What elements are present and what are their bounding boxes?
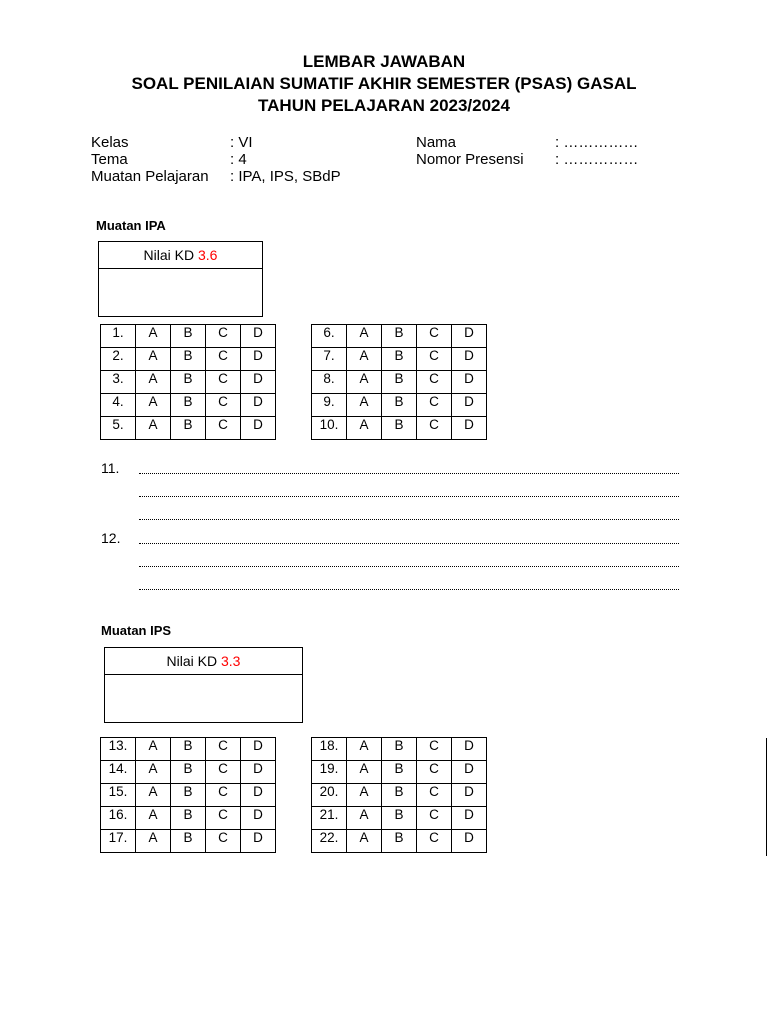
question-number: 19. <box>312 761 347 784</box>
answer-option-d[interactable]: D <box>241 807 276 830</box>
question-number: 16. <box>101 807 136 830</box>
answer-option-c[interactable]: C <box>206 325 241 348</box>
answer-option-c[interactable]: C <box>417 784 452 807</box>
answer-option-a[interactable]: A <box>347 830 382 853</box>
answer-option-a[interactable]: A <box>136 348 171 371</box>
answer-option-c[interactable]: C <box>417 807 452 830</box>
answer-row <box>312 394 487 417</box>
answer-option-b[interactable]: B <box>382 784 417 807</box>
answer-option-b[interactable]: B <box>171 784 206 807</box>
essay-number: 12. <box>101 530 121 546</box>
answer-option-a[interactable]: A <box>136 807 171 830</box>
question-number: 8. <box>312 371 347 394</box>
answer-line[interactable] <box>139 461 679 474</box>
answer-option-c[interactable]: C <box>206 738 241 761</box>
answer-option-c[interactable]: C <box>206 761 241 784</box>
answer-row <box>101 394 276 417</box>
title-line-1: LEMBAR JAWABAN <box>302 52 466 71</box>
answer-option-b[interactable]: B <box>171 761 206 784</box>
info-label-presensi: Nomor Presensi <box>416 151 524 168</box>
answer-row <box>312 738 487 761</box>
answer-option-d[interactable]: D <box>241 348 276 371</box>
kd-score-box-ips <box>104 647 303 723</box>
answer-option-b[interactable]: B <box>382 830 417 853</box>
answer-option-b[interactable]: B <box>171 348 206 371</box>
answer-option-b[interactable]: B <box>382 348 417 371</box>
question-number: 5. <box>101 417 136 440</box>
answer-option-a[interactable]: A <box>347 738 382 761</box>
essay-number: 11. <box>101 460 120 476</box>
answer-row <box>312 761 487 784</box>
question-number: 13. <box>101 738 136 761</box>
answer-option-b[interactable]: B <box>382 371 417 394</box>
question-number: 15. <box>101 784 136 807</box>
answer-line[interactable] <box>139 554 679 567</box>
answer-option-a[interactable]: A <box>136 761 171 784</box>
answer-option-d[interactable]: D <box>452 807 487 830</box>
question-number: 3. <box>101 371 136 394</box>
answer-option-b[interactable]: B <box>171 830 206 853</box>
title-line-2: SOAL PENILAIAN SUMATIF AKHIR SEMESTER (PSAS) GASAL <box>131 74 637 93</box>
question-number: 10. <box>312 417 347 440</box>
kd-label-ipa: Nilai KD <box>143 247 195 263</box>
answer-row <box>101 761 276 784</box>
answer-option-d[interactable]: D <box>452 417 487 440</box>
question-number: 7. <box>312 348 347 371</box>
answer-option-b[interactable]: B <box>382 325 417 348</box>
answer-option-b[interactable]: B <box>382 807 417 830</box>
answer-option-d[interactable]: D <box>452 761 487 784</box>
info-value-tema: : 4 <box>230 151 247 168</box>
answer-option-a[interactable]: A <box>136 830 171 853</box>
answer-option-c[interactable]: C <box>417 325 452 348</box>
question-number: 2. <box>101 348 136 371</box>
answer-option-a[interactable]: A <box>347 417 382 440</box>
answer-option-b[interactable]: B <box>171 738 206 761</box>
question-number: 9. <box>312 394 347 417</box>
page-edge-line <box>766 738 767 856</box>
answer-line[interactable] <box>139 484 679 497</box>
answer-option-a[interactable]: A <box>347 761 382 784</box>
sheet-title <box>0 51 768 117</box>
answer-option-d[interactable]: D <box>241 417 276 440</box>
question-number: 17. <box>101 830 136 853</box>
answer-option-d[interactable]: D <box>452 830 487 853</box>
kd-label-ips: Nilai KD <box>166 653 218 669</box>
answer-row <box>312 807 487 830</box>
answer-option-a[interactable]: A <box>347 348 382 371</box>
info-value-nama: : …………… <box>555 134 639 151</box>
question-number: 4. <box>101 394 136 417</box>
kd-header-ips <box>105 648 302 675</box>
answer-option-a[interactable]: A <box>347 807 382 830</box>
question-number: 1. <box>101 325 136 348</box>
answer-option-a[interactable]: A <box>347 784 382 807</box>
answer-option-c[interactable]: C <box>206 371 241 394</box>
answer-option-c[interactable]: C <box>417 394 452 417</box>
answer-option-b[interactable]: B <box>382 738 417 761</box>
answer-option-d[interactable]: D <box>241 371 276 394</box>
answer-line[interactable] <box>139 531 679 544</box>
answer-option-c[interactable]: C <box>417 738 452 761</box>
answer-option-c[interactable]: C <box>417 761 452 784</box>
answer-option-a[interactable]: A <box>136 738 171 761</box>
title-line-3: TAHUN PELAJARAN 2023/2024 <box>258 96 510 115</box>
answer-row <box>312 417 487 440</box>
info-label-kelas: Kelas <box>91 134 129 151</box>
answer-table-ips-1 <box>100 737 276 853</box>
answer-row <box>101 325 276 348</box>
answer-row <box>312 325 487 348</box>
answer-option-a[interactable]: A <box>136 371 171 394</box>
answer-row <box>101 348 276 371</box>
answer-option-b[interactable]: B <box>171 394 206 417</box>
answer-row <box>312 830 487 853</box>
answer-table-ipa-1 <box>100 324 276 440</box>
answer-option-a[interactable]: A <box>347 371 382 394</box>
answer-line[interactable] <box>139 577 679 590</box>
answer-option-d[interactable]: D <box>241 738 276 761</box>
info-value-presensi: : …………… <box>555 151 639 168</box>
question-number: 6. <box>312 325 347 348</box>
answer-option-b[interactable]: B <box>171 371 206 394</box>
info-value-muatan: : IPA, IPS, SBdP <box>230 168 341 185</box>
kd-header-ipa <box>99 242 262 269</box>
answer-option-c[interactable]: C <box>417 348 452 371</box>
answer-row <box>101 738 276 761</box>
answer-option-d[interactable]: D <box>241 830 276 853</box>
answer-option-c[interactable]: C <box>417 417 452 440</box>
kd-code-ips: 3.3 <box>221 653 241 669</box>
answer-option-d[interactable]: D <box>241 761 276 784</box>
answer-row <box>312 371 487 394</box>
answer-row <box>312 348 487 371</box>
answer-option-b[interactable]: B <box>171 807 206 830</box>
info-label-muatan: Muatan Pelajaran <box>91 168 209 185</box>
answer-row <box>101 807 276 830</box>
answer-option-a[interactable]: A <box>136 784 171 807</box>
question-number: 18. <box>312 738 347 761</box>
answer-option-b[interactable]: B <box>171 325 206 348</box>
kd-score-box-ipa <box>98 241 263 317</box>
answer-option-a[interactable]: A <box>136 394 171 417</box>
answer-option-c[interactable]: C <box>206 830 241 853</box>
answer-option-a[interactable]: A <box>347 325 382 348</box>
answer-row <box>101 371 276 394</box>
answer-option-d[interactable]: D <box>452 738 487 761</box>
question-number: 21. <box>312 807 347 830</box>
info-value-kelas: : VI <box>230 134 253 151</box>
answer-option-c[interactable]: C <box>206 394 241 417</box>
answer-option-d[interactable]: D <box>452 325 487 348</box>
answer-line[interactable] <box>139 507 679 520</box>
answer-table-ips-2 <box>311 737 487 853</box>
answer-option-d[interactable]: D <box>241 325 276 348</box>
question-number: 14. <box>101 761 136 784</box>
answer-option-c[interactable]: C <box>206 348 241 371</box>
answer-option-a[interactable]: A <box>136 417 171 440</box>
answer-option-c[interactable]: C <box>206 784 241 807</box>
info-label-tema: Tema <box>91 151 128 168</box>
answer-row <box>312 784 487 807</box>
answer-option-d[interactable]: D <box>452 348 487 371</box>
answer-option-a[interactable]: A <box>136 325 171 348</box>
answer-option-a[interactable]: A <box>347 394 382 417</box>
answer-option-d[interactable]: D <box>241 394 276 417</box>
question-number: 20. <box>312 784 347 807</box>
question-number: 22. <box>312 830 347 853</box>
answer-option-b[interactable]: B <box>382 761 417 784</box>
answer-row <box>101 784 276 807</box>
answer-option-c[interactable]: C <box>417 371 452 394</box>
answer-option-d[interactable]: D <box>452 784 487 807</box>
info-label-nama: Nama <box>416 134 457 151</box>
answer-option-b[interactable]: B <box>382 394 417 417</box>
answer-option-c[interactable]: C <box>206 417 241 440</box>
kd-code-ipa: 3.6 <box>198 247 218 263</box>
answer-option-b[interactable]: B <box>382 417 417 440</box>
answer-table-ipa-2 <box>311 324 487 440</box>
section-title-ipa: Muatan IPA <box>96 218 166 233</box>
answer-row <box>101 417 276 440</box>
answer-option-b[interactable]: B <box>171 417 206 440</box>
answer-option-d[interactable]: D <box>452 371 487 394</box>
answer-option-d[interactable]: D <box>241 784 276 807</box>
answer-option-c[interactable]: C <box>206 807 241 830</box>
answer-option-d[interactable]: D <box>452 394 487 417</box>
section-title-ips: Muatan IPS <box>101 623 172 638</box>
answer-option-c[interactable]: C <box>417 830 452 853</box>
answer-row <box>101 830 276 853</box>
